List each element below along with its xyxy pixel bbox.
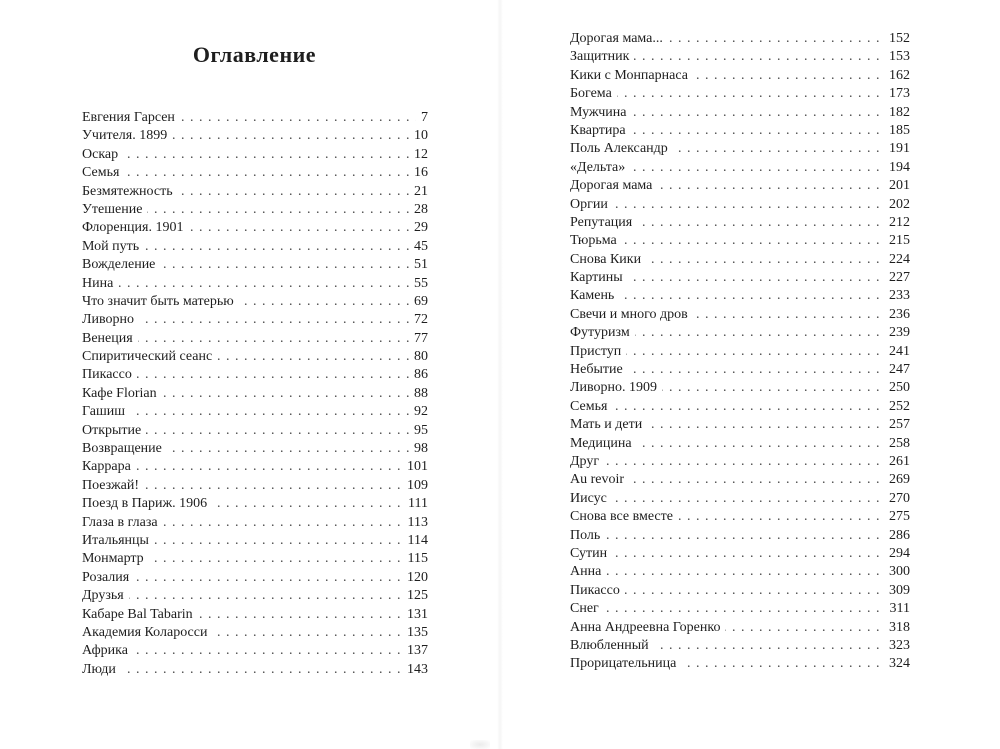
chapter-title: Тюрьма — [570, 233, 622, 248]
chapter-title: Гашиш — [82, 404, 130, 419]
toc-entry — [570, 361, 910, 379]
page-number: 261 — [884, 453, 910, 471]
toc-entry — [570, 67, 910, 85]
toc-entry — [570, 416, 910, 434]
chapter-title: Монмартр — [82, 551, 149, 566]
chapter-title: Футуризм — [570, 325, 635, 340]
page-number: 77 — [409, 330, 428, 348]
toc-entry — [570, 619, 910, 637]
toc-entry — [82, 550, 428, 568]
page-number: 21 — [409, 183, 428, 201]
chapter-title: Утешение — [82, 202, 147, 217]
page-number: 173 — [884, 85, 910, 103]
page-number: 69 — [409, 293, 428, 311]
toc-entry — [82, 440, 428, 458]
chapter-title: Семья — [570, 399, 612, 414]
chapter-title: Камень — [570, 288, 619, 303]
chapter-title: Сутин — [570, 546, 612, 561]
page-number: 28 — [409, 201, 428, 219]
chapter-title: Евгения Гарсен — [82, 110, 180, 125]
page-number: 309 — [884, 582, 910, 600]
toc-entry — [82, 201, 428, 219]
toc-entry — [82, 587, 428, 605]
page-number: 7 — [416, 109, 428, 127]
page-number: 120 — [402, 569, 428, 587]
chapter-title: Поль Александр — [570, 141, 673, 156]
page-number: 109 — [402, 477, 428, 495]
toc-entry — [82, 532, 428, 550]
page-number: 294 — [884, 545, 910, 563]
toc-entry — [570, 214, 910, 232]
chapter-title: Друзья — [82, 588, 129, 603]
chapter-title: Медицина — [570, 436, 637, 451]
chapter-title: Картины — [570, 270, 628, 285]
toc-entry — [570, 637, 910, 655]
chapter-title: Снова все вместе — [570, 509, 678, 524]
page-number: 182 — [884, 104, 910, 122]
chapter-title: Учителя. 1899 — [82, 128, 172, 143]
toc-list-right — [570, 30, 910, 674]
chapter-title: Семья — [82, 165, 124, 180]
chapter-title: Глаза в глаза — [82, 515, 163, 530]
chapter-title: Академия Коларосси — [82, 625, 212, 640]
page-number: 45 — [409, 238, 428, 256]
toc-entry — [570, 527, 910, 545]
page-number: 16 — [409, 164, 428, 182]
page-number: 80 — [409, 348, 428, 366]
chapter-title: Друг — [570, 454, 604, 469]
page-number: 10 — [409, 127, 428, 145]
toc-entry — [570, 324, 910, 342]
toc-entry — [570, 490, 910, 508]
book-fold — [497, 0, 503, 749]
page-number: 113 — [403, 514, 428, 532]
page-number: 300 — [884, 563, 910, 581]
chapter-title: Оргии — [570, 197, 613, 212]
chapter-title: Поезжай! — [82, 478, 144, 493]
toc-entry — [82, 146, 428, 164]
page-number: 224 — [884, 251, 910, 269]
page-number: 269 — [884, 471, 910, 489]
page-number: 227 — [884, 269, 910, 287]
toc-entry — [570, 306, 910, 324]
chapter-title: Дорогая мама... — [570, 31, 668, 46]
right-page — [500, 0, 1000, 749]
page-title: Оглавление — [192, 42, 317, 67]
chapter-title: Снова Кики — [570, 252, 646, 267]
page-number: 152 — [884, 30, 910, 48]
toc-entry — [82, 183, 428, 201]
page-number: 153 — [884, 48, 910, 66]
toc-entry — [82, 219, 428, 237]
toc-entry — [82, 127, 428, 145]
chapter-title: Вожделение — [82, 257, 160, 272]
toc-entry — [82, 109, 428, 127]
page-number: 92 — [409, 403, 428, 421]
chapter-title: Репутация — [570, 215, 637, 230]
page-number: 286 — [884, 527, 910, 545]
chapter-title: Анна Андреевна Горенко — [570, 620, 725, 635]
toc-entry — [82, 422, 428, 440]
toc-entry — [570, 269, 910, 287]
toc-entry — [82, 275, 428, 293]
chapter-title: Флоренция. 1901 — [82, 220, 188, 235]
chapter-title: Ливорно. 1909 — [570, 380, 662, 395]
chapter-title: Африка — [82, 643, 133, 658]
toc-entry — [82, 458, 428, 476]
page-number: 201 — [884, 177, 910, 195]
page-number: 324 — [884, 655, 910, 673]
page-number: 239 — [884, 324, 910, 342]
chapter-title: Мужчина — [570, 105, 631, 120]
page-number: 318 — [884, 619, 910, 637]
chapter-title: Пикассо — [82, 367, 137, 382]
page-number: 98 — [409, 440, 428, 458]
page-number: 131 — [402, 606, 428, 624]
chapter-title: Спиритический сеанс — [82, 349, 217, 364]
toc-entry — [82, 366, 428, 384]
chapter-title: Дорогая мама — [570, 178, 657, 193]
page-number: 236 — [884, 306, 910, 324]
page-number: 111 — [403, 495, 428, 513]
page-number: 135 — [402, 624, 428, 642]
page-number: 125 — [402, 587, 428, 605]
chapter-title: Безмятежность — [82, 184, 178, 199]
chapter-title: Квартира — [570, 123, 631, 138]
page-number: 143 — [402, 661, 428, 679]
toc-entry — [570, 177, 910, 195]
page-number: 86 — [409, 366, 428, 384]
toc-entry — [570, 379, 910, 397]
chapter-title: Кабаре Bal Tabarin — [82, 607, 198, 622]
chapter-title: Пикассо — [570, 583, 625, 598]
toc-entry — [570, 287, 910, 305]
chapter-title: Прорицательница — [570, 656, 681, 671]
page-number: 191 — [884, 140, 910, 158]
toc-entry — [82, 606, 428, 624]
chapter-title: Анна — [570, 564, 606, 579]
page-number: 115 — [403, 550, 428, 568]
chapter-title: Возвращение — [82, 441, 167, 456]
toc-entry — [82, 256, 428, 274]
chapter-title: Свечи и много дров — [570, 307, 693, 322]
toc-entry — [82, 330, 428, 348]
toc-entry — [82, 385, 428, 403]
chapter-title: Нина — [82, 276, 118, 291]
chapter-title: Каррара — [82, 459, 136, 474]
toc-entry — [82, 624, 428, 642]
chapter-title: Розалия — [82, 570, 134, 585]
page-number: 323 — [884, 637, 910, 655]
toc-entry — [82, 164, 428, 182]
toc-entry — [570, 563, 910, 581]
page-number: 29 — [409, 219, 428, 237]
toc-entry — [570, 196, 910, 214]
chapter-title: Кафе Florian — [82, 386, 162, 401]
page-number: 185 — [884, 122, 910, 140]
page-number: 252 — [884, 398, 910, 416]
toc-entry — [82, 495, 428, 513]
page-number: 275 — [884, 508, 910, 526]
chapter-title: Небытие — [570, 362, 628, 377]
page-number: 194 — [884, 159, 910, 177]
toc-entry — [570, 655, 910, 673]
toc-entry — [82, 311, 428, 329]
page-smudge — [470, 740, 490, 749]
page-number: 162 — [884, 67, 910, 85]
toc-entry — [570, 140, 910, 158]
chapter-title: Защитник — [570, 49, 634, 64]
chapter-title: Венеция — [82, 331, 138, 346]
chapter-title: Оскар — [82, 147, 123, 162]
page-number: 114 — [403, 532, 428, 550]
page-number: 257 — [884, 416, 910, 434]
page-number: 95 — [409, 422, 428, 440]
chapter-title: Мой путь — [82, 239, 144, 254]
chapter-title: Ливорно — [82, 312, 139, 327]
toc-entry — [570, 232, 910, 250]
toc-entry — [570, 159, 910, 177]
chapter-title: Кики с Монпарнаса — [570, 68, 693, 83]
toc-entry — [570, 104, 910, 122]
toc-entry — [82, 569, 428, 587]
page-number: 233 — [884, 287, 910, 305]
page-number: 212 — [884, 214, 910, 232]
toc-entry — [82, 642, 428, 660]
chapter-title: Мать и дети — [570, 417, 647, 432]
toc-entry — [570, 122, 910, 140]
page-number: 250 — [884, 379, 910, 397]
toc-entry — [570, 471, 910, 489]
page-number: 55 — [409, 275, 428, 293]
page-number: 101 — [402, 458, 428, 476]
page-number: 241 — [884, 343, 910, 361]
toc-entry — [570, 435, 910, 453]
chapter-title: Иисус — [570, 491, 612, 506]
chapter-title: Влюбленный — [570, 638, 654, 653]
page-number: 137 — [402, 642, 428, 660]
chapter-title: Открытие — [82, 423, 146, 438]
page-number: 247 — [884, 361, 910, 379]
toc-list-left — [82, 109, 428, 679]
toc-entry — [570, 453, 910, 471]
page-number: 51 — [409, 256, 428, 274]
toc-entry — [570, 251, 910, 269]
toc-entry — [82, 403, 428, 421]
chapter-title: Люди — [82, 662, 121, 677]
toc-entry — [570, 398, 910, 416]
toc-entry — [570, 545, 910, 563]
chapter-title: Поль — [570, 528, 605, 543]
toc-entry — [570, 600, 910, 618]
page-number: 270 — [884, 490, 910, 508]
chapter-title: Итальянцы — [82, 533, 154, 548]
page-number: 215 — [884, 232, 910, 250]
page-number: 88 — [409, 385, 428, 403]
toc-entry — [570, 508, 910, 526]
page-number: 258 — [884, 435, 910, 453]
toc-entry — [570, 48, 910, 66]
toc-entry — [570, 30, 910, 48]
toc-entry — [82, 661, 428, 679]
chapter-title: Богема — [570, 86, 617, 101]
toc-entry — [570, 582, 910, 600]
toc-entry — [82, 238, 428, 256]
toc-entry — [82, 293, 428, 311]
chapter-title: «Дельта» — [570, 160, 630, 175]
chapter-title: Au revoir — [570, 472, 629, 487]
toc-entry — [570, 343, 910, 361]
toc-entry — [82, 348, 428, 366]
page-number: 72 — [409, 311, 428, 329]
page-number: 202 — [884, 196, 910, 214]
toc-entry — [82, 477, 428, 495]
page-number: 311 — [885, 600, 910, 618]
chapter-title: Приступ — [570, 344, 626, 359]
chapter-title: Снег — [570, 601, 604, 616]
toc-entry — [82, 514, 428, 532]
toc-entry — [570, 85, 910, 103]
chapter-title: Что значит быть матерью — [82, 294, 239, 309]
chapter-title: Поезд в Париж. 1906 — [82, 496, 212, 511]
page-number: 12 — [409, 146, 428, 164]
